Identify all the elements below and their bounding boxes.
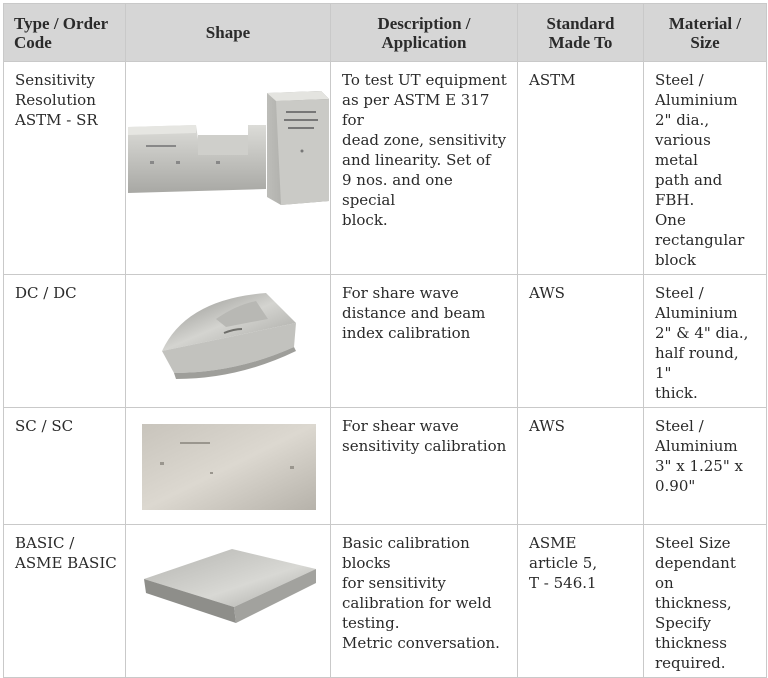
material-cell: Steel Size dependant on thickness, Specify thickness required. <box>644 525 767 678</box>
table-row <box>4 275 767 408</box>
type-cell: SC / SC <box>4 408 126 525</box>
standard-cell: ASTM <box>518 62 644 275</box>
description-cell: Basic calibration blocks for sensitivity calibration for weld testing. Metric conversation. <box>331 525 518 678</box>
header-material: Material / Size <box>644 4 767 62</box>
type-cell: BASIC / ASME BASIC <box>4 525 126 678</box>
shape-cell <box>126 525 331 678</box>
material-cell: Steel / Aluminium 2" & 4" dia., half round, 1" thick. <box>644 275 767 408</box>
header-type: Type / Order Code <box>4 4 126 62</box>
table-row <box>4 62 767 275</box>
description-cell: To test UT equipment as per ASTM E 317 for dead zone, sensitivity and linearity. Set of 9 nos. and one special block. <box>331 62 518 275</box>
standard-cell: ASME article 5, T - 546.1 <box>518 525 644 678</box>
header-description: Description / Application <box>331 4 518 62</box>
shape-cell <box>126 275 331 408</box>
material-cell: Steel / Aluminium 2" dia., various metal path and FBH. One rectangular block <box>644 62 767 275</box>
dc-half-round-block-photo <box>156 289 306 381</box>
standard-cell: AWS <box>518 408 644 525</box>
header-shape: Shape <box>126 4 331 62</box>
shape-cell <box>126 408 331 525</box>
description-cell: For shear wave sensitivity calibration <box>331 408 518 525</box>
astm-sr-block-set-photo <box>126 89 329 209</box>
type-cell: Sensitivity Resolution ASTM - SR <box>4 62 126 275</box>
basic-flat-block-photo <box>142 543 318 629</box>
sc-rectangular-block-photo <box>140 422 318 512</box>
standard-cell: AWS <box>518 275 644 408</box>
material-cell: Steel / Aluminium 3" x 1.25" x 0.90" <box>644 408 767 525</box>
header-standard: Standard Made To <box>518 4 644 62</box>
shape-cell <box>126 62 331 275</box>
table-row <box>4 525 767 678</box>
calibration-blocks-table <box>3 3 767 678</box>
table-row <box>4 408 767 525</box>
type-cell: DC / DC <box>4 275 126 408</box>
description-cell: For share wave distance and beam index calibration <box>331 275 518 408</box>
table-header-row <box>4 4 767 62</box>
